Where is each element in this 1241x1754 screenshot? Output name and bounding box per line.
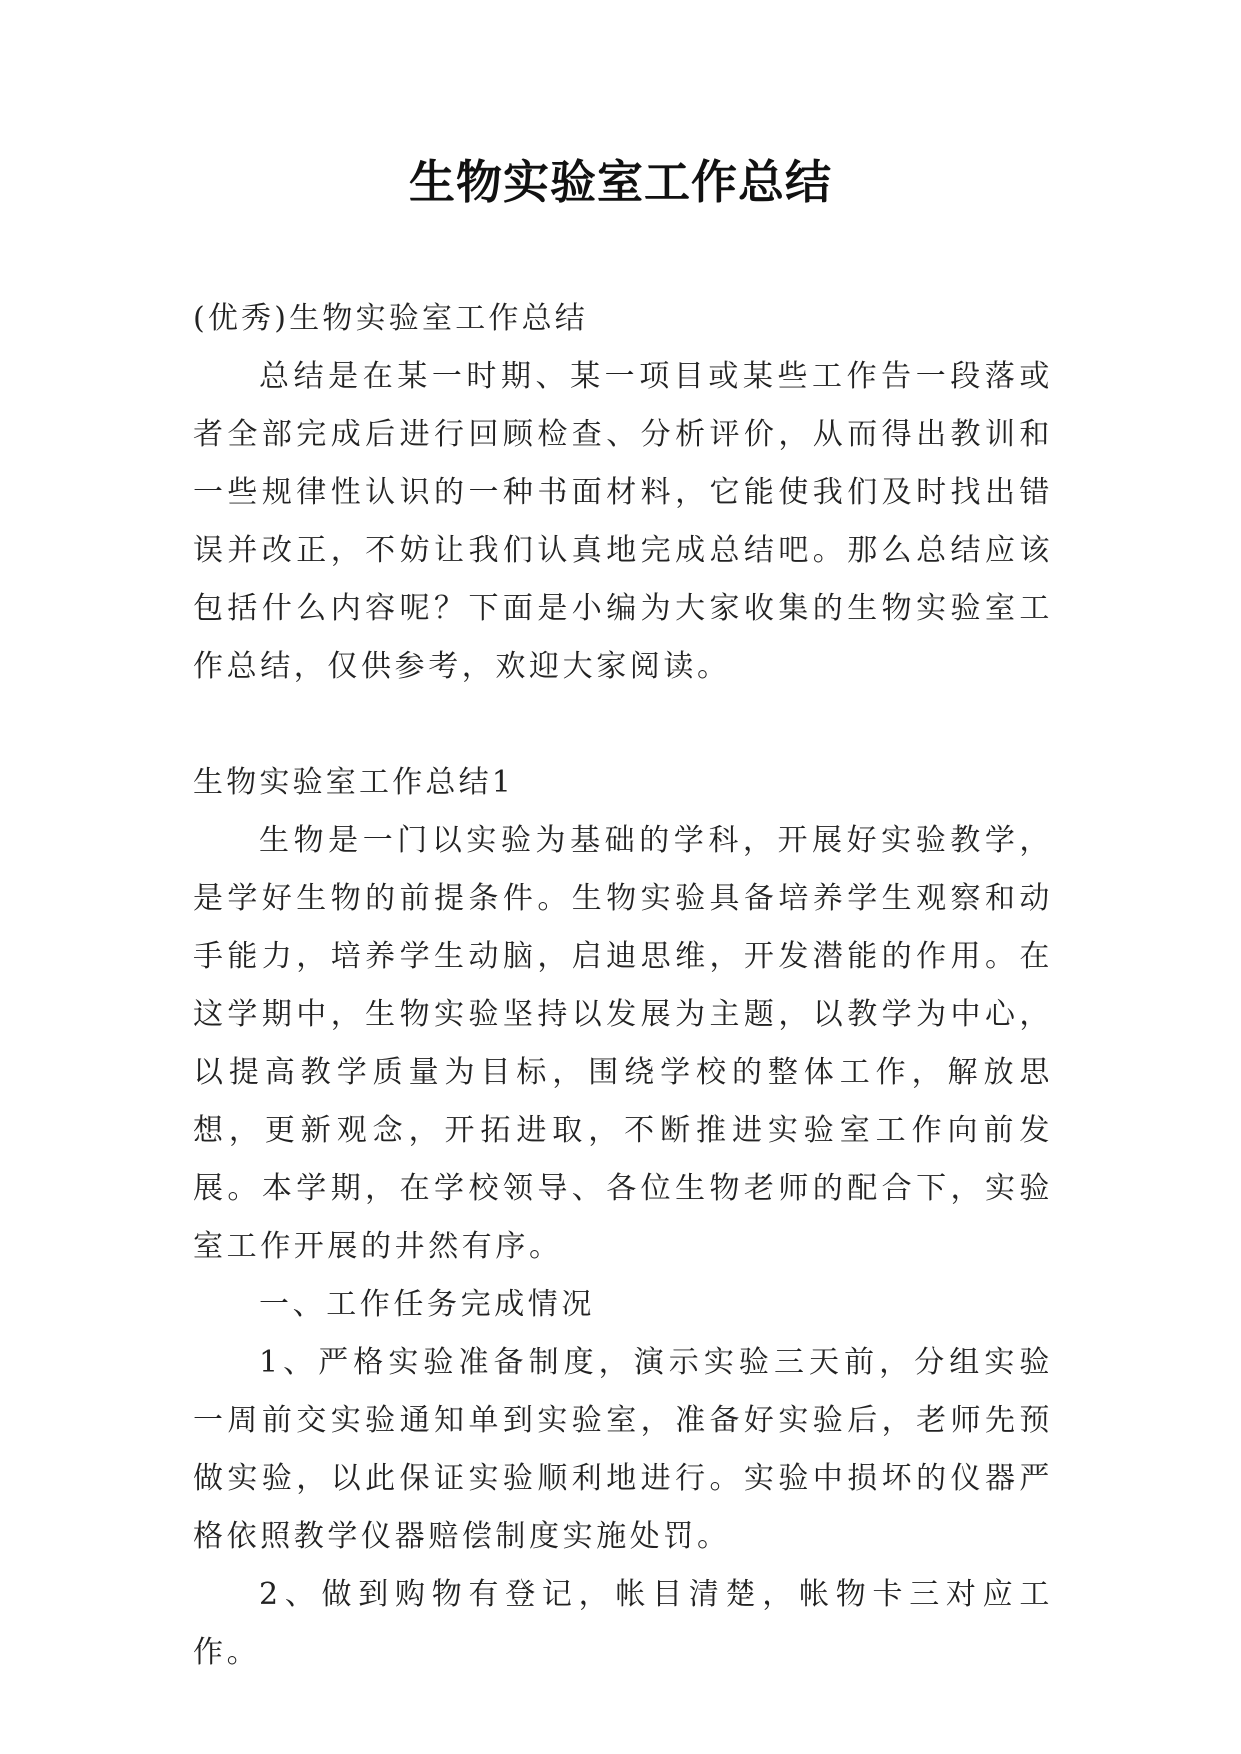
document-subtitle: (优秀)生物实验室工作总结 bbox=[193, 301, 589, 336]
section-paragraph: 生物是一门以实验为基础的学科，开展好实验教学，是学好生物的前提条件。生物实验具备培养学生观察和动手能力，培养学生动脑，启迪思维，开发潜能的作用。在这学期中，生物实验坚持以发展为主题，以教学为中心，以提高教学质量为目标，围绕学校的整体工作，解放思想，更新观念，开拓进取，不断推进实验室工作向前发展。本学期，在学校领导、各位生物老师的配合下，实验室工作开展的井然有序。 bbox=[193, 823, 1053, 1264]
intro-paragraph: 总结是在某一时期、某一项目或某些工作告一段落或者全部完成后进行回顾检查、分析评价，从而得出教训和一些规律性认识的一种书面材料，它能使我们及时找出错误并改正，不妨让我们认真地完成总结吧。那么总结应该包括什么内容呢？下面是小编为大家收集的生物实验室工作总结，仅供参考，欢迎大家阅读。 bbox=[193, 359, 1053, 684]
document-body bbox=[193, 290, 1053, 1682]
list-item-2: 2、做到购物有登记，帐目清楚，帐物卡三对应工作。 bbox=[193, 1577, 1053, 1670]
document-title: 生物实验室工作总结 bbox=[409, 155, 832, 209]
paragraph-spacer bbox=[193, 696, 1053, 754]
section-heading: 生物实验室工作总结1 bbox=[193, 765, 515, 800]
item-heading: 一、工作任务完成情况 bbox=[259, 1287, 595, 1322]
list-item-1: 1、严格实验准备制度，演示实验三天前，分组实验一周前交实验通知单到实验室，准备好实验后，老师先预做实验，以此保证实验顺利地进行。实验中损坏的仪器严格依照教学仪器赔偿制度实施处罚。 bbox=[193, 1345, 1053, 1554]
